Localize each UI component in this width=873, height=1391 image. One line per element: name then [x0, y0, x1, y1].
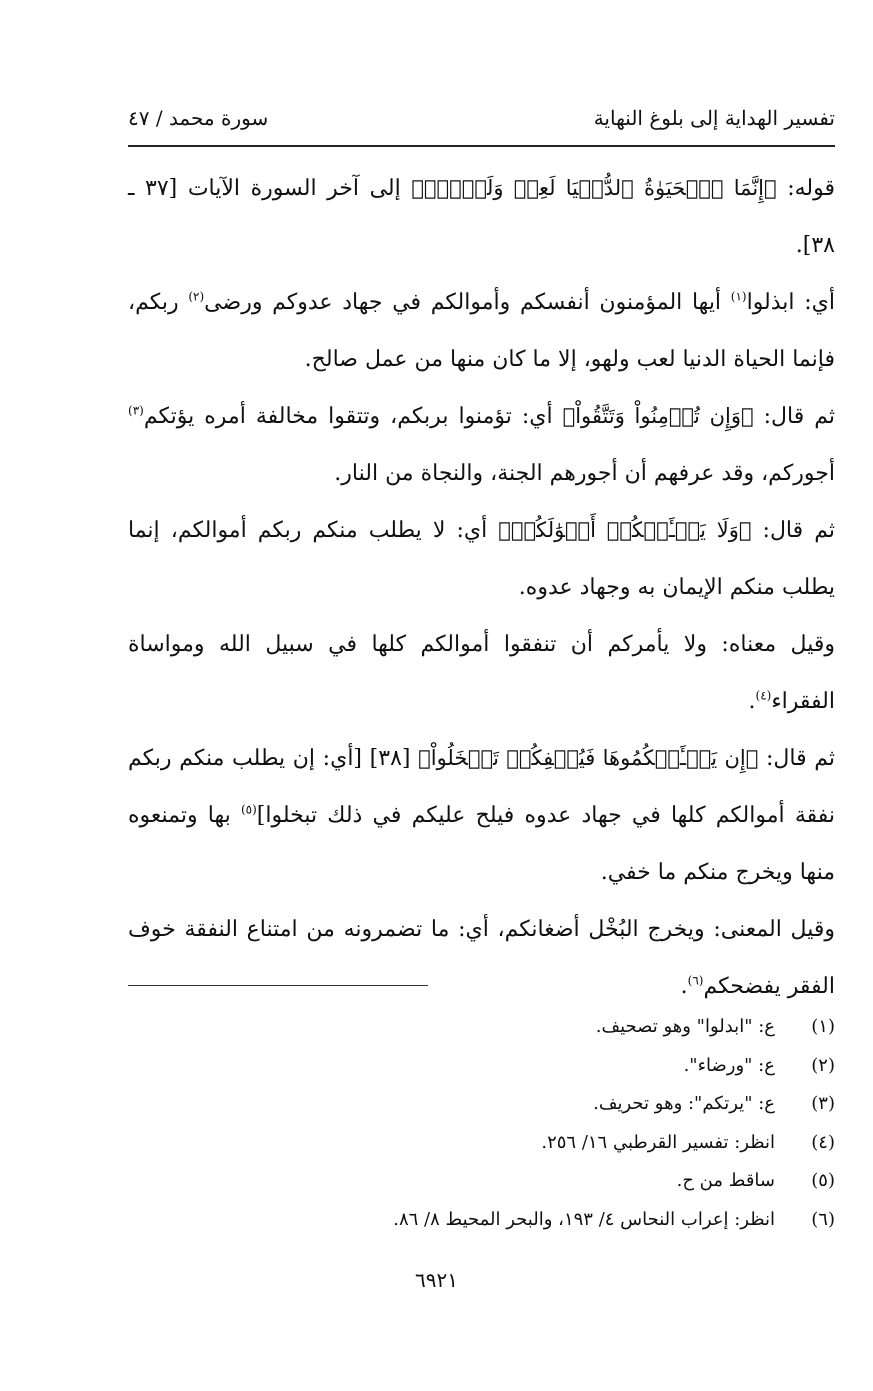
footnotes-list	[128, 1008, 835, 1239]
p3-c: أجوركم، وقد عرفهم أن أجورهم الجنة، والنجاة من النار.	[334, 461, 835, 486]
footnote-text: ع: "ابدلوا" وهو تصحيف.	[595, 1016, 775, 1037]
footnote-ref[interactable]: (٥)	[240, 802, 257, 817]
footnote-text: ع: "يرتكم": وهو تحريف.	[593, 1093, 775, 1114]
p2-a: أي: ابذلوا	[746, 290, 835, 315]
p6-c: بها وتمنعوه منها ويخرج منكم ما خفي.	[128, 803, 835, 885]
footnote-ref[interactable]: (١)	[730, 289, 747, 304]
footnote-number: (٣)	[811, 1093, 835, 1114]
book-title: تفسير الهداية إلى بلوغ النهاية	[593, 106, 835, 130]
main-text	[128, 160, 835, 1015]
footnote-number: (٥)	[811, 1170, 835, 1191]
quran-verse: ﴿وَإِن تُؤۡمِنُواْ وَتَتَّقُواْ﴾	[562, 404, 754, 428]
page-number: ٦٩٢١	[415, 1268, 458, 1292]
footnote-number: (٤)	[811, 1131, 835, 1153]
surah-page-label: سورة محمد / ٤٧	[128, 106, 269, 130]
footnote-text: ع: "ورضاء".	[683, 1054, 775, 1076]
footnote-ref[interactable]: (٣)	[128, 403, 144, 418]
p4-b: أي: لا يطلب منكم ربكم أموالكم، إنما يطلب منكم الإيمان به وجهاد عدوه.	[128, 518, 835, 600]
footnote-separator	[128, 985, 428, 986]
header-rule	[128, 145, 835, 147]
footnote-item	[128, 1008, 835, 1047]
p6-a: ثم قال:	[758, 746, 835, 771]
p5-b: .	[748, 689, 756, 714]
footnote-number: (٢)	[811, 1054, 835, 1076]
quran-verse: ﴿إِن يَسۡـَٔلۡكُمُوهَا فَيُحۡفِكُمۡ تَبۡخَلُواْ﴾	[418, 746, 759, 770]
footnote-item	[128, 1047, 835, 1086]
p3-a: ثم قال:	[753, 404, 835, 429]
p7-a: وقيل المعنى: ويخرج البُخْل أضغانكم، أي: ما تضمرونه من امتناع النفقة خوف الفقر يفضحكم	[128, 917, 835, 999]
footnote-text: ساقط من ح.	[676, 1170, 775, 1191]
paragraph-5	[128, 616, 835, 730]
footnote-text: انظر: تفسير القرطبي ١٦/ ٢٥٦.	[541, 1131, 775, 1153]
paragraph-3	[128, 388, 835, 502]
footnote-number: (٦)	[811, 1208, 835, 1230]
footnote-item	[128, 1124, 835, 1163]
paragraph-4	[128, 502, 835, 616]
p4-a: ثم قال:	[751, 518, 835, 543]
footnote-item	[128, 1201, 835, 1240]
footnote-number: (١)	[811, 1016, 835, 1037]
footnote-ref[interactable]: (٢)	[188, 289, 205, 304]
quran-verse: ﴿إِنَّمَا ٱلۡحَيَوٰةُ ٱلدُّنۡيَا لَعِبٞ وَلَهۡوٞۚ﴾	[411, 176, 777, 200]
footnote-item	[128, 1162, 835, 1201]
p2-c: ربكم، فإنما الحياة الدنيا لعب ولهو، إلا ما كان منها من عمل صالح.	[128, 290, 835, 372]
p2-b: أيها المؤمنون أنفسكم وأموالكم في جهاد عدوكم ورضى	[204, 290, 731, 315]
running-header	[128, 98, 835, 138]
paragraph-1	[128, 160, 835, 274]
p1-rest: إلى آخر السورة الآيات [٣٧ ـ ٣٨].	[128, 176, 835, 258]
p5-a: وقيل معناه: ولا يأمركم أن تنفقوا أموالكم كلها في سبيل الله ومواساة الفقراء	[128, 632, 835, 714]
p6-b: [٣٨] [أي: إن يطلب منكم ربكم نفقة أموالكم كلها في جهاد عدوه فيلح عليكم في ذلك تبخلوا]	[128, 746, 835, 828]
quran-verse: ﴿وَلَا يَسۡـَٔلۡكُمۡ أَمۡوَٰلَكُمۡ﴾	[498, 518, 752, 542]
p7-b: .	[680, 974, 688, 999]
footnote-text: انظر: إعراب النحاس ٤/ ١٩٣، والبحر المحيط ٨/ ٨٦.	[393, 1208, 775, 1230]
paragraph-2	[128, 274, 835, 388]
footnote-ref[interactable]: (٤)	[755, 688, 772, 703]
footnote-item	[128, 1085, 835, 1124]
p3-b: أي: تؤمنوا بربكم، وتتقوا مخالفة أمره يؤتكم	[143, 404, 563, 429]
paragraph-7	[128, 901, 835, 1015]
footnote-ref[interactable]: (٦)	[687, 973, 704, 988]
paragraph-6	[128, 730, 835, 901]
p1-intro: قوله:	[776, 176, 835, 201]
